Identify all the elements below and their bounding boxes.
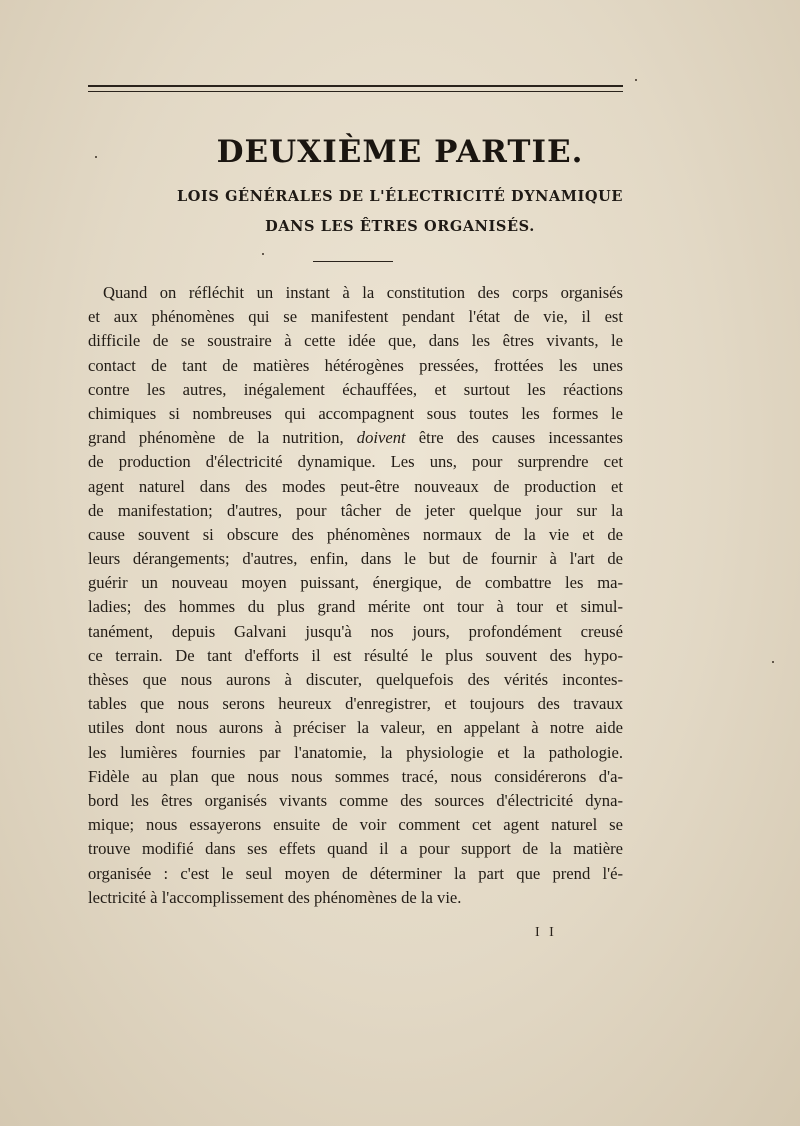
part-title: DEUXIÈME PARTIE. (216, 134, 584, 170)
text-line: les lumières fournies par l'anatomie, la physiologie et la pathologie. (88, 742, 623, 762)
section-subtitle-line-1: LOIS GÉNÉRALES DE L'ÉLECTRICITÉ DYNAMIQUE (176, 188, 624, 205)
text-line: trouve modifié dans ses effets quand il a pour support de la matière (88, 839, 623, 859)
text-line: leurs dérangements; d'autres, enfin, dans le but de fournir à l'art de (88, 549, 623, 569)
emphasized-word: doivent (356, 428, 406, 448)
text-line: cause souvent si obscure des phénomènes normaux de la vie et de (88, 524, 623, 544)
header-rule-thick (88, 85, 623, 87)
paper-speck (95, 156, 97, 158)
text-line: lectricité à l'accomplissement des phénomènes de la vie. (88, 887, 462, 907)
text-line: tanément, depuis Galvani jusqu'à nos jours, profondément creusé (88, 621, 623, 641)
text-line: chimiques si nombreuses qui accompagnent sous toutes les formes le (88, 403, 623, 423)
paper-speck (635, 79, 637, 81)
text-line: guérir un nouveau moyen puissant, énergique, de combattre les ma- (88, 573, 623, 593)
text-line: organisée : c'est le seul moyen de déterminer la part que prend l'é- (88, 863, 623, 883)
text-segment: être des causes incessantes (418, 428, 623, 448)
text-line: ladies; des hommes du plus grand mérite ont tour à tour et simul- (88, 597, 623, 617)
text-line: de manifestation; d'autres, pour tâcher de jeter quelque jour sur la (88, 500, 623, 520)
text-line: mique; nous essayerons ensuite de voir comment cet agent naturel se (88, 815, 623, 835)
section-divider (313, 261, 393, 262)
text-line: contre les autres, inégalement échauffées, et surtout les réactions (88, 379, 623, 399)
section-subtitle-line-2: DANS LES ÊTRES ORGANISÉS. (265, 218, 535, 235)
text-line: et aux phénomènes qui se manifestent pendant l'état de vie, il est (88, 307, 623, 327)
text-line: thèses que nous aurons à discuter, quelquefois des vérités incontes- (88, 670, 623, 689)
text-line: agent naturel dans des modes peut-être nouveaux de production et (88, 476, 623, 496)
text-line-with-emphasis (88, 426, 623, 450)
text-line: Quand on réfléchit un instant à la constitution des corps organisés (103, 283, 623, 302)
text-line: tables que nous serons heureux d'enregistrer, et toujours des travaux (88, 694, 623, 714)
text-line: contact de tant de matières hétérogènes pressées, frottées les unes (88, 355, 623, 375)
text-segment: grand phénomène de la nutrition, (88, 428, 344, 448)
text-line: Fidèle au plan que nous nous sommes tracé, nous considérerons d'a- (88, 766, 623, 786)
text-line: utiles dont nous aurons à préciser la valeur, en appelant à notre aide (88, 718, 623, 738)
text-line: difficile de se soustraire à cette idée que, dans les êtres vivants, le (88, 331, 623, 351)
paper-speck (262, 253, 264, 255)
signature-mark: I I (535, 925, 557, 940)
text-line: ce terrain. De tant d'efforts il est résulté le plus souvent des hypo- (88, 645, 623, 665)
text-line: bord les êtres organisés vivants comme des sources d'électricité dyna- (88, 790, 623, 810)
body-paragraph (88, 281, 623, 910)
text-line: de production d'électricité dynamique. Les uns, pour surprendre cet (88, 452, 623, 472)
header-rule-thin (88, 91, 623, 92)
paper-speck (772, 661, 774, 663)
